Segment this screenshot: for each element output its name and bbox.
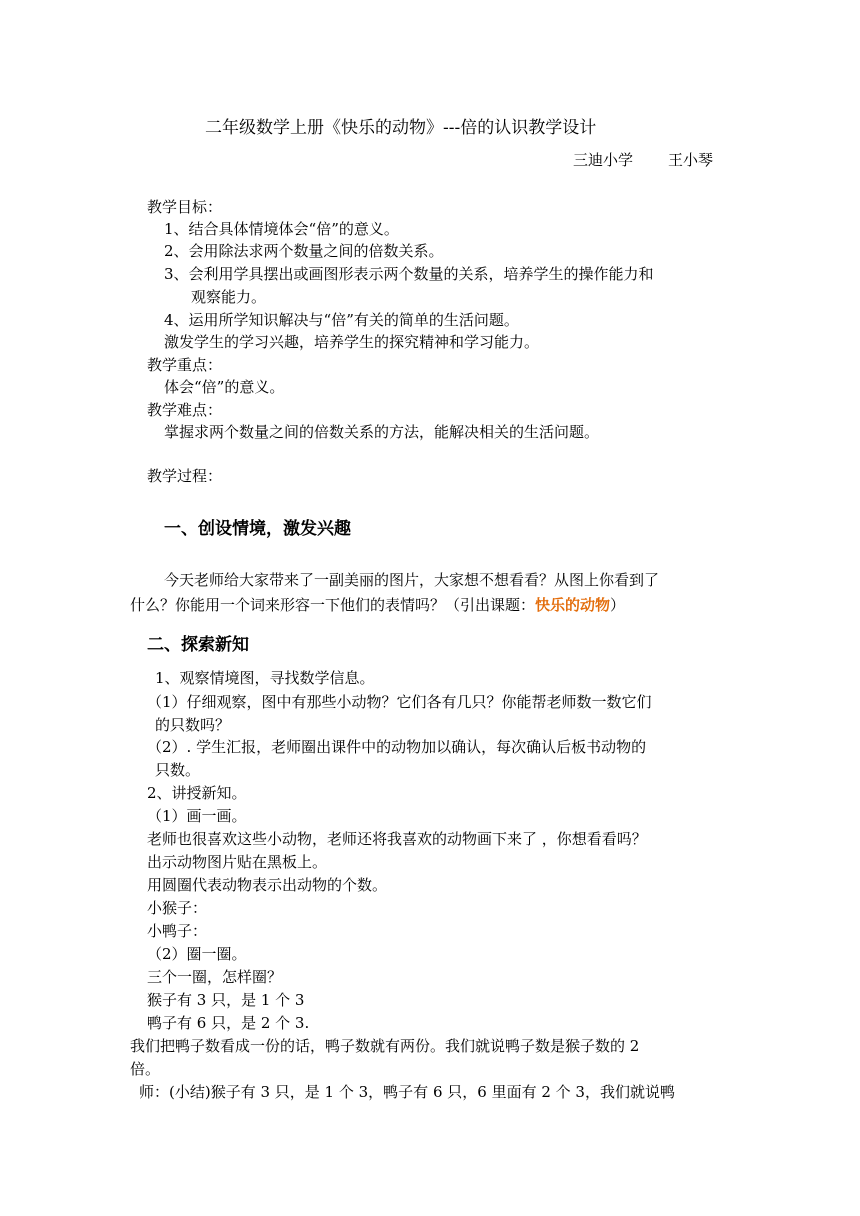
section2-line: 出示动物图片贴在黑板上。 [147, 853, 328, 871]
section2-line: 的只数吗？ [155, 716, 231, 734]
section1-paragraph-line: 今天老师给大家带来了一副美丽的图片，大家想不想看看？从图上你看到了 [164, 571, 660, 589]
section2-line: 小鸭子： [147, 922, 208, 940]
section2-line: 我们把鸭子数看成一份的话，鸭子数就有两份。我们就说鸭子数是猴子数的 2 [130, 1037, 640, 1055]
objective-item: 1、结合具体情境体会“倍”的意义。 [164, 220, 399, 238]
objective-item: 激发学生的学习兴趣，培养学生的探究精神和学习能力。 [164, 333, 540, 351]
section2-line: 师：(小结)猴子有 3 只，是 1 个 3，鸭子有 6 只，6 里面有 2 个 3，我们就说鸭 [139, 1083, 675, 1101]
section2-line: 用圆圈代表动物表示出动物的个数。 [147, 876, 388, 894]
section2-line: （1）画一画。 [147, 807, 247, 825]
section1-paragraph-line [130, 595, 625, 615]
section2-line: 2、讲授新知。 [147, 784, 247, 802]
author-name: 王小琴 [668, 151, 714, 169]
process-heading: 教学过程： [147, 467, 223, 485]
section2-line: 老师也很喜欢这些小动物，老师还将我喜欢的动物画下来了 ，你想看看吗？ [147, 830, 647, 848]
section2-heading: 二、探索新知 [147, 635, 249, 655]
objective-item: 3、会利用学具摆出或画图形表示两个数量的关系，培养学生的操作能力和 [164, 265, 654, 283]
section2-line: 倍。 [130, 1060, 161, 1078]
objective-item: 2、会用除法求两个数量之间的倍数关系。 [164, 242, 444, 260]
section2-line: 小猴子： [147, 899, 208, 917]
objectives-heading: 教学目标： [147, 198, 223, 216]
objective-item: 4、运用所学知识解决与“倍”有关的简单的生活问题。 [164, 311, 519, 329]
section2-line: （2）圈一圈。 [147, 945, 247, 963]
difficulty-text: 掌握求两个数量之间的倍数关系的方法，能解决相关的生活问题。 [164, 423, 600, 441]
difficulty-heading: 教学难点： [147, 401, 223, 419]
paragraph-text: 什么？你能用一个词来形容一下他们的表情吗？（引出课题： [130, 596, 536, 614]
lesson-topic-highlight: 快乐的动物 [535, 596, 611, 614]
document-title: 二年级数学上册《快乐的动物》---倍的认识教学设计 [205, 118, 597, 138]
section2-line: 猴子有 3 只，是 1 个 3 [147, 991, 305, 1009]
key-point-text: 体会“倍”的意义。 [164, 378, 285, 396]
section2-line: （1）仔细观察，图中有那些小动物？它们各有几只？你能帮老师数一数它们 [147, 693, 652, 711]
paragraph-text: ） [610, 596, 626, 614]
school-name: 三迪小学 [573, 151, 634, 169]
objective-item-continued: 观察能力。 [191, 288, 267, 306]
section2-line: 只数。 [155, 761, 201, 779]
key-point-heading: 教学重点： [147, 356, 223, 374]
section2-line: 1、观察情境图，寻找数学信息。 [155, 669, 375, 687]
section2-line: 鸭子有 6 只，是 2 个 3. [147, 1014, 310, 1032]
section1-heading: 一、创设情境，激发兴趣 [164, 519, 351, 539]
section2-line: 三个一圈，怎样圈？ [147, 968, 283, 986]
section2-line: （2）. 学生汇报，老师圈出课件中的动物加以确认，每次确认后板书动物的 [147, 738, 647, 756]
